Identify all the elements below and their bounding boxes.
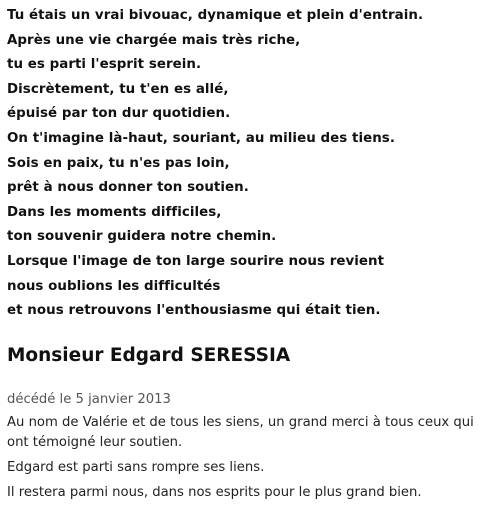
poem-line: épuisé par ton dur quotidien.	[7, 106, 231, 122]
thanks-paragraph: Au nom de Valérie et de tous les siens, un grand merci à tous ceux qui ont témoigné leur soutien.	[7, 414, 474, 450]
poem-line: Discrètement, tu t'en es allé,	[7, 81, 229, 97]
poem-line: ton souvenir guidera notre chemin.	[7, 229, 277, 245]
death-date: décédé le 5 janvier 2013	[7, 391, 171, 407]
poem-line: On t'imagine là-haut, souriant, au milieu des tiens.	[7, 130, 395, 146]
poem-line: nous oublions les difficultés	[7, 278, 221, 294]
poem-line: et nous retrouvons l'enthousiasme qui était tien.	[7, 303, 381, 319]
closing-paragraph: Edgard est parti sans rompre ses liens.	[7, 459, 265, 475]
poem-line: prêt à nous donner ton soutien.	[7, 180, 249, 196]
poem-line: Sois en paix, tu n'es pas loin,	[7, 155, 230, 171]
deceased-name: Monsieur Edgard SERESSIA	[7, 344, 291, 366]
poem-line: Dans les moments difficiles,	[7, 204, 222, 220]
poem	[7, 0, 500, 324]
poem-line: tu es parti l'esprit serein.	[7, 57, 202, 73]
poem-line: Lorsque l'image de ton large sourire nous revient	[7, 253, 385, 269]
closing-paragraph: Il restera parmi nous, dans nos esprits pour le plus grand bien.	[7, 484, 422, 500]
poem-line: Tu étais un vrai bivouac, dynamique et plein d'entrain.	[7, 8, 424, 23]
poem-line: Après une vie chargée mais très riche,	[7, 32, 301, 48]
